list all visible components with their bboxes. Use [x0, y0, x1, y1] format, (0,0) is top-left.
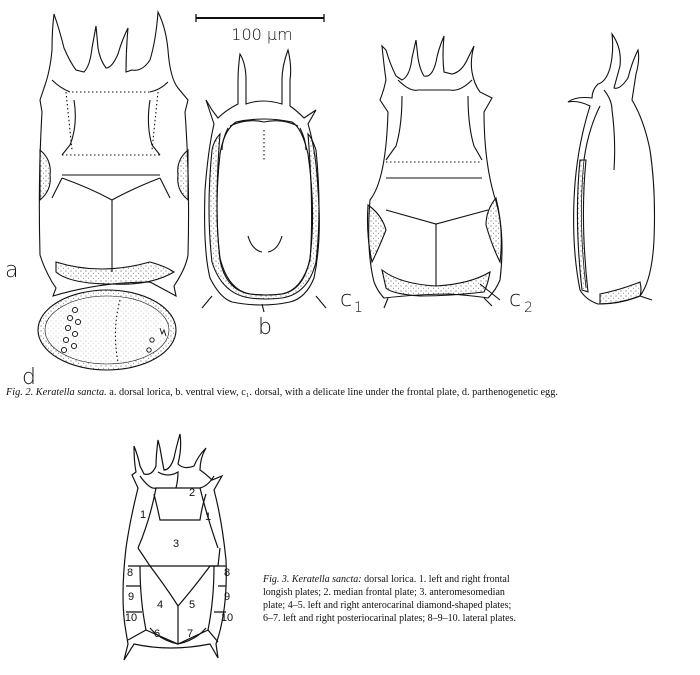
plate-8-left-label: 8 [126, 567, 134, 579]
panel-label-a: a [5, 258, 19, 283]
fig2-caption-label: Fig. 2. [6, 387, 34, 398]
fig3-caption-text-3: plate; 4–5. left and right anterocarinal diamond-shaped plates; [263, 600, 512, 611]
plate-10-left-label: 10 [124, 612, 138, 624]
plate-1-right-label: 1 [204, 511, 212, 523]
plate-1-left-label: 1 [139, 509, 147, 521]
fig3-caption-label: Fig. 3. [263, 574, 290, 585]
plate-4-label: 4 [156, 599, 164, 611]
fig2c2-lateral-view [568, 34, 655, 304]
panel-label-c1-subscript: 1 [354, 300, 363, 316]
fig2-caption [6, 386, 698, 399]
panel-label-d: d [22, 365, 36, 390]
scale-bar [196, 14, 324, 22]
fig3-caption-text-1: dorsal lorica. 1. left and right frontal [364, 574, 510, 585]
plate-2-label: 2 [188, 487, 196, 499]
panel-label-c2-subscript: 2 [524, 300, 533, 316]
plate-7-label: 7 [186, 628, 194, 640]
fig3-caption-text-4: 6–7. left and right posteriocarinal plates; 8–9–10. lateral plates. [263, 613, 516, 624]
fig3-caption-line1 [263, 573, 693, 586]
plate-3-label: 3 [172, 538, 180, 550]
plate-6-label: 6 [153, 628, 161, 640]
plate-9-right-label: 9 [223, 591, 231, 603]
panel-label-c2: c [509, 287, 522, 312]
fig2c1-dorsal-view [368, 36, 503, 308]
plate-10-right-label: 10 [220, 612, 234, 624]
fig2d-egg [38, 290, 176, 370]
plate-9-left-label: 9 [127, 591, 135, 603]
plate-8-right-label: 8 [223, 567, 231, 579]
scale-bar-label: 100 μm [231, 25, 293, 44]
plate-5-label: 5 [188, 599, 196, 611]
fig3-caption-species: Keratella sancta: [291, 574, 362, 585]
panel-label-c1: c [340, 287, 353, 312]
fig2-caption-text: a. dorsal lorica, b. ventral view, c₁. dorsal, with a delicate line under the frontal plate, d. parthenogenetic egg. [109, 387, 558, 398]
fig3-plate-number-labels [125, 487, 233, 640]
fig3-caption [263, 573, 693, 625]
fig2-caption-species: Keratella sancta. [35, 387, 107, 398]
fig2b-ventral-view [202, 50, 326, 312]
fig3-caption-text-2: longish plates; 2. median frontal plate; 3. anteromesomedian [263, 587, 505, 598]
fig2a-dorsal-lorica [39, 12, 188, 296]
panel-label-b: b [258, 315, 272, 340]
